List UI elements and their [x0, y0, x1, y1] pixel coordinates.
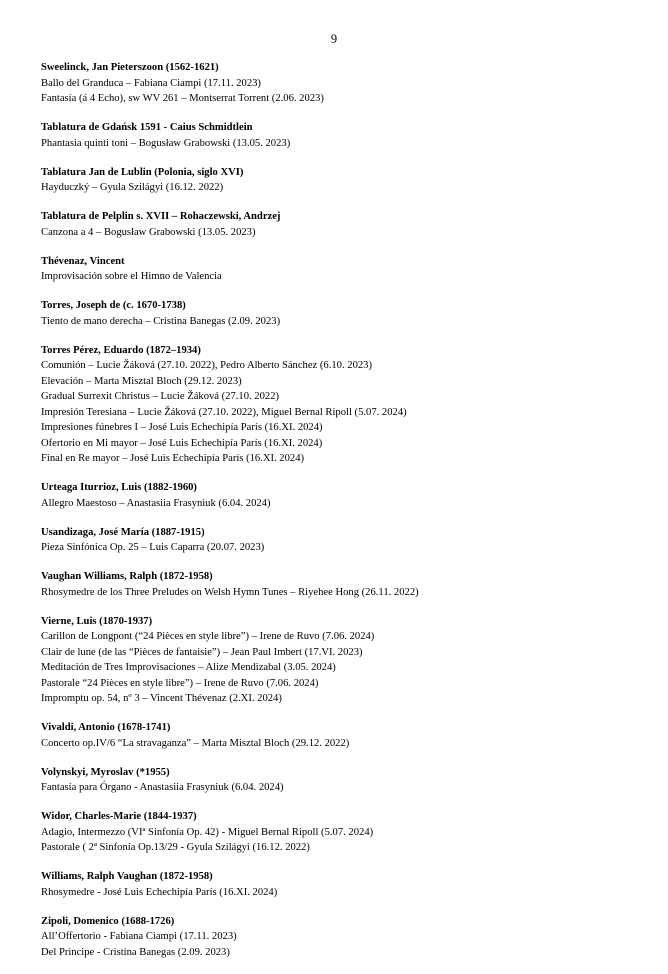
work-line: Elevación – Marta Misztal Bloch (29.12. 2023) — [41, 375, 242, 387]
work-line: Adagio, Intermezzo (VIª Sinfonía Op. 42) - Miguel Bernal Ripoll (5.07. 2024) — [41, 826, 374, 838]
work-line: Pastorale “24 Pièces en style libre”) – Irene de Ruvo (7.06. 2024) — [41, 677, 319, 689]
work-line: Tiento de mano derecha – Cristina Banegas (2.09. 2023) — [41, 315, 281, 327]
composer-entry — [41, 209, 641, 240]
work-line: Canzona a 4 – Bogusław Grabowski (13.05. 2023) — [41, 226, 256, 238]
work-line: Carillon de Longpont (“24 Pièces en style libre”) – Irene de Ruvo (7.06. 2024) — [41, 631, 375, 642]
work-line: Final en Re mayor – José Luis Echechipía París (16.XI. 2024) — [41, 453, 305, 464]
composer-entry — [41, 569, 641, 600]
work-line: Impresiones fúnebres I – José Luis Echechipía París (16.XI. 2024) — [41, 422, 323, 433]
work-line: Del Principe - Cristina Banegas (2.09. 2023) — [41, 946, 230, 958]
work-line: Pastorale ( 2ª Sinfonía Op.13/29 - Gyula Szilágyi (16.12. 2022) — [41, 842, 310, 853]
composer-entry — [41, 343, 641, 467]
composer-entry — [41, 254, 641, 285]
composer-name: Usandizaga, José María (1887-1915) — [41, 526, 205, 538]
composer-name: Vaughan Williams, Ralph (1872-1958) — [41, 571, 213, 582]
work-line: Ballo del Granduca – Fabiana Ciampi (17.11. 2023) — [41, 77, 261, 89]
composer-name: Vivaldi, Antonio (1678-1741) — [41, 722, 171, 733]
work-line: Clair de lune (de las “Pièces de fantaisie”) – Jean Paul Imbert (17.VI. 2023) — [41, 646, 363, 658]
work-line: Hayduczký – Gyula Szilágyi (16.12. 2022) — [41, 182, 224, 193]
composer-name: Williams, Ralph Vaughan (1872-1958) — [41, 871, 213, 882]
composer-entry — [41, 809, 641, 856]
composer-name: Tablatura de Gdańsk 1591 - Caius Schmidtlein — [41, 122, 253, 133]
composer-entry — [41, 165, 641, 196]
composer-name: Widor, Charles-Marie (1844-1937) — [41, 811, 197, 822]
composer-entry — [41, 298, 641, 329]
work-line: Meditación de Tres Improvisaciones – Alize Mendizabal (3.05. 2024) — [41, 662, 336, 673]
composer-name: Torres, Joseph de (c. 1670-1738) — [41, 300, 186, 311]
work-line: Rhosymedre - José Luis Echechipía París (16.XI. 2024) — [41, 886, 278, 898]
work-line: Phantasia quinti toni – Bogusław Grabowski (13.05. 2023) — [41, 137, 291, 149]
work-line: Fantasía (á 4 Echo), sw WV 261 – Montserrat Torrent (2.06. 2023) — [41, 93, 324, 104]
composer-entry — [41, 120, 641, 151]
work-line: Improvisación sobre el Himno de Valencia — [41, 271, 222, 282]
work-line: Ofertorio en Mi mayor – José Luis Echechipía París (16.XI. 2024) — [41, 437, 323, 449]
composer-entry — [41, 614, 641, 707]
work-line: Comunión – Lucie Žáková (27.10. 2022), Pedro Alberto Sánchez (6.10. 2023) — [41, 360, 372, 371]
composer-name: Torres Pérez, Eduardo (1872–1934) — [41, 344, 201, 356]
composer-name: Tablatura de Pelplin s. XVII – Rohaczewski, Andrzej — [41, 211, 281, 222]
work-line: Concerto op.IV/6 “La stravaganza” – Marta Misztal Bloch (29.12. 2022) — [41, 737, 350, 749]
work-line: Gradual Surrexit Christus – Lucie Žáková (27.10. 2022) — [41, 391, 280, 402]
composer-name: Urteaga Iturrioz, Luis (1882-1960) — [41, 482, 197, 493]
composer-name: Sweelinck, Jan Pieterszoon (1562-1621) — [41, 62, 219, 73]
composer-name: Zipoli, Domenico (1688-1726) — [41, 915, 175, 927]
work-line: Pieza Sinfónica Op. 25 – Luis Caparra (20.07. 2023) — [41, 542, 265, 553]
work-line: Allegro Maestoso – Anastasiia Frasyniuk (6.04. 2024) — [41, 497, 271, 509]
work-line: All’Offertorio - Fabiana Ciampi (17.11. 2023) — [41, 931, 237, 942]
composer-name: Tablatura Jan de Lublin (Polonia, siglo XVI) — [41, 166, 244, 178]
composer-name: Volynskyi, Myroslav (*1955) — [41, 766, 170, 778]
composer-entry — [41, 869, 641, 900]
work-line: Impromptu op. 54, nº 3 – Vincent Thévenaz (2.XI. 2024) — [41, 693, 282, 704]
composer-entry — [41, 480, 641, 511]
composer-name: Thévenaz, Vincent — [41, 255, 125, 267]
composer-name: Vierne, Luis (1870-1937) — [41, 615, 153, 627]
composer-entry — [41, 525, 641, 556]
work-line: Impresión Teresiana – Lucie Žáková (27.10. 2022), Miguel Bernal Ripoll (5.07. 2024) — [41, 406, 407, 418]
composer-entry — [41, 914, 641, 961]
composer-entry — [41, 765, 641, 796]
work-line: Fantasía para Órgano - Anastasiia Frasyniuk (6.04. 2024) — [41, 782, 284, 793]
composer-list — [41, 60, 641, 974]
composer-entry — [41, 60, 641, 107]
composer-entry — [41, 720, 641, 751]
page-number: 9 — [330, 32, 338, 46]
work-line: Rhosymedre de los Three Preludes on Welsh Hymn Tunes – Riyehee Hong (26.11. 2022) — [41, 586, 419, 598]
